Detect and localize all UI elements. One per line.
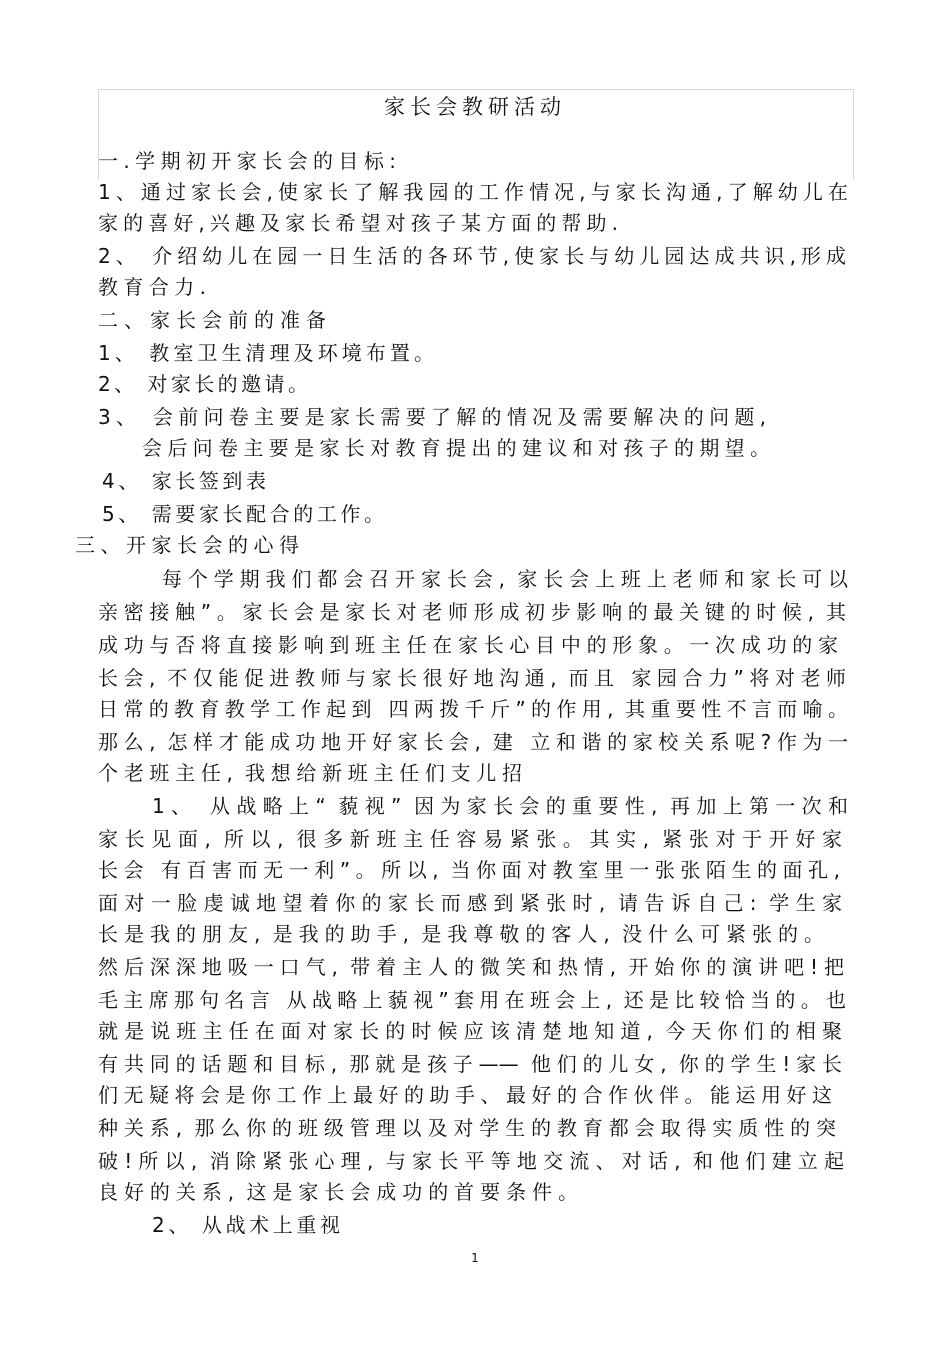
paragraph-line: 成功与否将直接影响到班主任在家长心目中的形象。一次成功的家 <box>98 633 838 657</box>
list-item: 4、 家长签到表 <box>102 469 266 493</box>
paragraph-line: 有共同的话题和目标, 那就是孩子—— 他们的儿女, 你的学生!家长 <box>98 1052 842 1076</box>
paragraph-line: 个老班主任, 我想给新班主任们支儿招 <box>98 761 522 785</box>
paragraph-line: 就是说班主任在面对家长的时候应该清楚地知道, 今天你们的相聚 <box>98 1019 842 1043</box>
paragraph-line: 然后深深地吸一口气, 带着主人的微笑和热情, 开始你的演讲吧!把 <box>98 955 844 979</box>
paragraph-line: 种关系, 那么你的班级管理以及对学生的教育都会取得实质性的突 <box>98 1116 836 1140</box>
paragraph-line: 破!所以, 消除紧张心理, 与家长平等地交流、对话, 和他们建立起 <box>98 1149 844 1173</box>
list-item: 3、 会前问卷主要是家长需要了解的情况及需要解决的问题, <box>98 405 766 429</box>
paragraph-line: 们无疑将会是你工作上最好的助手、最好的合作伙伴。能运用好这 <box>98 1083 832 1107</box>
paragraph-line: 长会 有百害而无一利”。所以, 当你面对教室里一张张陌生的面孔, <box>98 858 840 882</box>
paragraph-line: 面对一脸虔诚地望着你的家长而感到紧张时, 请告诉自己: 学生家 <box>98 891 842 915</box>
paragraph-line: 家的喜好,兴趣及家长希望对孩子某方面的帮助. <box>98 211 618 235</box>
paragraph-line: 1、通过家长会,使家长了解我园的工作情况,与家长沟通,了解幼儿在 <box>98 180 848 204</box>
paragraph-line: 长会, 不仅能促进教师与家长很好地沟通, 而且 家园合力”将对老师 <box>98 666 846 690</box>
list-item: 1、 教室卫生清理及环境布置。 <box>98 341 434 365</box>
paragraph-line: 2、 介绍幼儿在园一日生活的各环节,使家长与幼儿园达成共识,形成 <box>98 244 846 268</box>
section-heading-preparation: 二、家长会前的准备 <box>98 308 326 332</box>
document-title: 家长会教研活动 <box>384 95 566 119</box>
list-item: 5、 需要家长配合的工作。 <box>102 502 384 526</box>
list-item-continuation: 会后问卷主要是家长对教育提出的建议和对孩子的期望。 <box>142 436 770 460</box>
paragraph-line: 1、 从战略上“ 藐视” 因为家长会的重要性, 再加上第一次和 <box>152 794 848 818</box>
section-heading-experience: 三、开家长会的心得 <box>75 533 299 557</box>
paragraph-line: 长是我的朋友, 是我的助手, 是我尊敬的客人, 没什么可紧张的。 <box>98 922 824 946</box>
subsection-heading: 2、 从战术上重视 <box>152 1213 340 1237</box>
paragraph-line: 日常的教育教学工作起到 四两拨千斤”的作用, 其重要性不言而喻。 <box>98 697 848 721</box>
paragraph-line: 毛主席那句名言 从战略上藐视”套用在班会上, 还是比较恰当的。也 <box>98 988 846 1012</box>
paragraph-line: 家长见面, 所以, 很多新班主任容易紧张。其实, 紧张对于开好家 <box>98 827 842 851</box>
list-item: 2、 对家长的邀请。 <box>98 372 308 396</box>
paragraph-line: 教育合力. <box>98 275 206 299</box>
paragraph-line: 亲密接触”。家长会是家长对老师形成初步影响的最关键的时候, 其 <box>98 600 846 624</box>
paragraph-line: 那么, 怎样才能成功地开好家长会, 建 立和谐的家校关系呢?作为一 <box>98 730 848 754</box>
section-heading-goals: 一.学期初开家长会的目标: <box>98 149 398 173</box>
paragraph-line: 每个学期我们都会召开家长会, 家长会上班上老师和家长可以 <box>162 567 848 591</box>
paragraph-line: 良好的关系, 这是家长会成功的首要条件。 <box>98 1180 578 1204</box>
page-number: 1 <box>471 1251 479 1265</box>
